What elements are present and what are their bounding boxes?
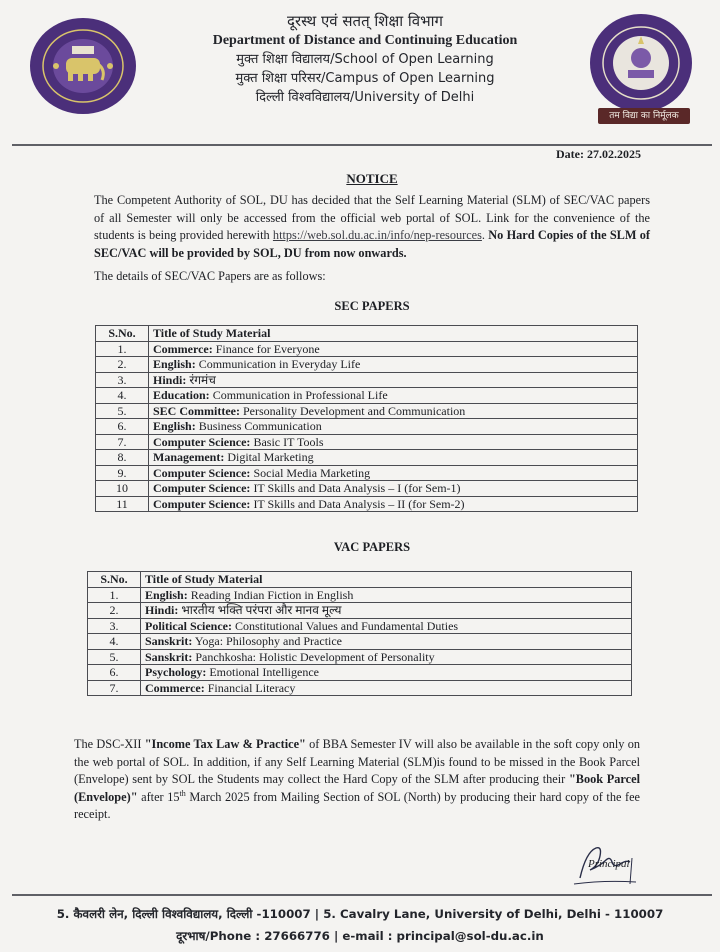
- logo-ribbon: तम विद्या का निर्मूलक: [598, 108, 690, 124]
- row-subject: SEC Committee:: [153, 403, 240, 418]
- footer-contact: दूरभाष/Phone : 27666776 | e-mail : principal@sol-du.ac.in: [176, 929, 544, 943]
- p2-sup: th: [179, 788, 186, 798]
- table-row: [96, 341, 638, 357]
- row-title: [141, 634, 632, 650]
- title-header: Title of Study Material: [141, 572, 632, 588]
- notice-title: NOTICE: [346, 171, 398, 186]
- paragraph-1-punct: .: [481, 228, 489, 242]
- row-sno: 8.: [96, 450, 149, 466]
- row-material-title: Financial Literacy: [207, 680, 296, 695]
- table-header-row: [96, 326, 638, 342]
- row-sno: 7.: [96, 434, 149, 450]
- title-header: Title of Study Material: [149, 326, 638, 342]
- row-material-title: Digital Marketing: [227, 450, 314, 465]
- row-material-title: Social Media Marketing: [253, 465, 371, 480]
- row-title: [141, 603, 632, 619]
- table-row: [96, 372, 638, 388]
- row-subject: Sanskrit:: [145, 649, 193, 664]
- table-row: [88, 587, 632, 603]
- row-sno: 5.: [88, 649, 141, 665]
- row-title: [149, 496, 638, 512]
- row-subject: Commerce:: [153, 341, 213, 356]
- row-title: [141, 649, 632, 665]
- row-subject: Education:: [153, 388, 210, 403]
- row-sno: 6.: [88, 665, 141, 681]
- table-row: [96, 357, 638, 373]
- p2-text-4: March 2025 from Mailing Section of SOL (North) by producing their hard copy of the fee receipt.: [74, 789, 641, 821]
- row-material-title: Finance for Everyone: [215, 341, 320, 356]
- letterhead: [150, 12, 580, 107]
- row-title: [141, 665, 632, 681]
- row-subject: Political Science:: [145, 618, 232, 633]
- table-row: [88, 618, 632, 634]
- row-material-title: IT Skills and Data Analysis – I (for Sem-1): [253, 481, 461, 496]
- row-subject: Hindi:: [145, 603, 179, 618]
- department-name: Department of Distance and Continuing Education: [212, 33, 518, 48]
- row-material-title: रंगमंच: [189, 372, 216, 387]
- row-material-title: Reading Indian Fiction in English: [190, 587, 354, 602]
- row-title: [149, 403, 638, 419]
- row-subject: English:: [153, 419, 196, 434]
- p2-text-1: The DSC-XII: [74, 737, 145, 751]
- row-sno: 1.: [96, 341, 149, 357]
- sol-logo: [590, 14, 692, 112]
- p2-bold-2: "Book Parcel (Envelope)": [74, 772, 640, 804]
- table-row: [88, 649, 632, 665]
- row-title: [149, 357, 638, 373]
- notice-paragraph-1: [94, 192, 650, 262]
- row-title: [149, 465, 638, 481]
- notice-paragraph-2: [74, 736, 640, 824]
- row-material-title: Panchkosha: Holistic Development of Personality: [195, 649, 435, 664]
- row-material-title: Communication in Professional Life: [212, 388, 388, 403]
- row-title: [149, 481, 638, 497]
- row-sno: 4.: [96, 388, 149, 404]
- table-row: [88, 634, 632, 650]
- row-subject: Computer Science:: [153, 465, 251, 480]
- table-row: [88, 603, 632, 619]
- row-sno: 7.: [88, 680, 141, 696]
- row-sno: 1.: [88, 587, 141, 603]
- table-row: [88, 680, 632, 696]
- row-subject: Computer Science:: [153, 481, 251, 496]
- row-sno: 3.: [96, 372, 149, 388]
- sol-emblem-icon: [590, 14, 692, 112]
- row-material-title: Emotional Intelligence: [209, 665, 319, 680]
- sno-header: S.No.: [88, 572, 141, 588]
- row-title: [149, 372, 638, 388]
- row-material-title: Business Communication: [198, 419, 322, 434]
- row-material-title: IT Skills and Data Analysis – II (for Sem-2): [253, 496, 465, 511]
- table-row: [96, 496, 638, 512]
- table-row: [96, 465, 638, 481]
- row-subject: Sanskrit:: [145, 634, 193, 649]
- row-sno: 4.: [88, 634, 141, 650]
- table-row: [96, 388, 638, 404]
- row-title: [149, 450, 638, 466]
- sno-header: S.No.: [96, 326, 149, 342]
- university-name: दिल्ली विश्वविद्यालय/University of Delhi: [255, 90, 475, 105]
- table-row: [96, 403, 638, 419]
- row-material-title: Yoga: Philosophy and Practice: [194, 634, 343, 649]
- row-subject: Commerce:: [145, 680, 205, 695]
- row-sno: 6.: [96, 419, 149, 435]
- row-sno: 2.: [96, 357, 149, 373]
- row-subject: Hindi:: [153, 372, 187, 387]
- table-row: [96, 450, 638, 466]
- row-subject: Psychology:: [145, 665, 207, 680]
- row-sno: 3.: [88, 618, 141, 634]
- row-sno: 11: [96, 496, 149, 512]
- table-row: [96, 419, 638, 435]
- school-name: मुक्त शिक्षा विद्यालय/School of Open Learning: [236, 52, 494, 67]
- footer-address: 5. कैवलरी लेन, दिल्ली विश्वविद्यालय, दिल्ली -110007 | 5. Cavalry Lane, University of Delhi, Delhi - 110007: [56, 907, 664, 921]
- table-row: [96, 434, 638, 450]
- p2-bold-1: "Income Tax Law & Practice": [144, 737, 306, 751]
- resources-link[interactable]: https://web.sol.du.ac.in/info/nep-resources: [272, 228, 482, 242]
- footer-divider: [12, 894, 712, 896]
- table-row: [88, 665, 632, 681]
- row-material-title: Constitutional Values and Fundamental Duties: [234, 618, 459, 633]
- department-name-hindi: दूरस्थ एवं सतत् शिक्षा विभाग: [287, 12, 443, 30]
- header-divider: [12, 144, 712, 146]
- row-subject: Management:: [153, 450, 225, 465]
- paragraph-1-bold: No Hard Copies of the SLM of SEC/VAC will be provided by SOL, DU from now onwards.: [94, 228, 650, 260]
- row-material-title: Communication in Everyday Life: [198, 357, 361, 372]
- notice-date: Date: 27.02.2025: [556, 147, 641, 161]
- row-material-title: Personality Development and Communication: [242, 403, 466, 418]
- row-material-title: भारतीय भक्ति परंपरा और मानव मूल्य: [181, 603, 342, 618]
- table-row: [96, 481, 638, 497]
- vac-papers-title: VAC PAPERS: [333, 540, 411, 554]
- row-title: [149, 341, 638, 357]
- row-subject: English:: [153, 357, 196, 372]
- row-subject: Computer Science:: [153, 434, 251, 449]
- row-sno: 5.: [96, 403, 149, 419]
- row-subject: English:: [145, 587, 188, 602]
- vac-papers-table: [87, 571, 632, 696]
- row-title: [141, 680, 632, 696]
- details-line: The details of SEC/VAC Papers are as follows:: [94, 269, 326, 283]
- table-header-row: [88, 572, 632, 588]
- campus-name: मुक्त शिक्षा परिसर/Campus of Open Learning: [235, 71, 495, 86]
- row-sno: 10: [96, 481, 149, 497]
- university-of-delhi-logo: [30, 18, 136, 114]
- sec-papers-table: [95, 325, 638, 512]
- p2-text-3: after 15: [137, 789, 180, 804]
- row-title: [141, 587, 632, 603]
- elephant-emblem-icon: [30, 18, 136, 114]
- row-subject: Computer Science:: [153, 496, 251, 511]
- row-title: [149, 419, 638, 435]
- row-title: [149, 388, 638, 404]
- p2-text-2: of BBA Semester IV will also be available in the soft copy only on the web portal of SOL. In addition, if any Self Learning Material (SLM)is found to be missed in the Book Parcel (Envelope) sent by SOL the Students may collect the Hard Copy of the SLM after producing their: [74, 737, 640, 786]
- signature-label: Principal: [588, 858, 630, 870]
- paragraph-1-text: The Competent Authority of SOL, DU has decided that the Self Learning Material (SLM) of SEC/VAC papers of all Semester will only be accessed from the official web portal of SOL. Link for the convenience of the students is being provided herewith: [94, 193, 650, 242]
- row-title: [149, 434, 638, 450]
- sec-papers-title: SEC PAPERS: [334, 299, 410, 313]
- row-material-title: Basic IT Tools: [253, 434, 324, 449]
- row-title: [141, 618, 632, 634]
- row-sno: 9.: [96, 465, 149, 481]
- row-sno: 2.: [88, 603, 141, 619]
